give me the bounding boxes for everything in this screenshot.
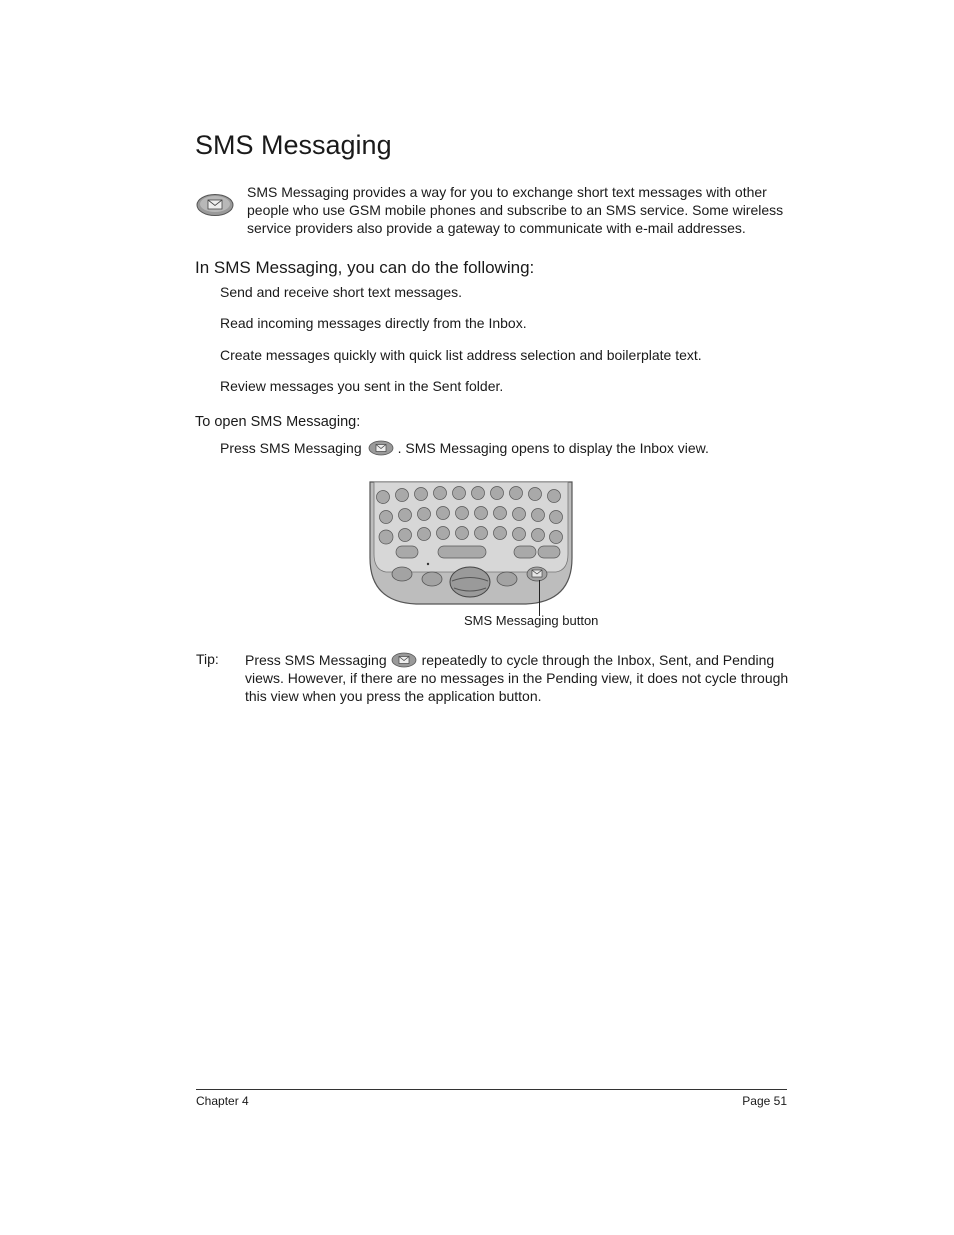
sms-envelope-icon: [196, 193, 234, 217]
open-heading: To open SMS Messaging:: [195, 414, 361, 430]
list-item: Read incoming messages directly from the Inbox.: [220, 315, 527, 331]
page-title: SMS Messaging: [195, 130, 392, 160]
list-item: Send and receive short text messages.: [220, 284, 463, 300]
open-instruction-suffix: . SMS Messaging opens to display the Inbox view.: [397, 440, 709, 456]
list-item: Create messages quickly with quick list address selection and boilerplate text.: [220, 347, 702, 363]
capabilities-heading: In SMS Messaging, you can do the following:: [195, 258, 535, 277]
tip-text: [245, 651, 790, 705]
tip-prefix: Press SMS Messaging: [245, 652, 387, 668]
tip-suffix: repeatedly to cycle through the Inbox, Sent, and Pending views. However, if there are no messages in the Pending view, it does not cycle through this view when you press the application button.: [245, 652, 789, 704]
footer-page-number: Page 51: [742, 1094, 787, 1108]
footer-chapter: Chapter 4: [196, 1094, 249, 1108]
sms-envelope-icon: [391, 652, 417, 668]
open-instruction: [220, 440, 709, 456]
footer-divider: [196, 1089, 787, 1090]
open-instruction-prefix: Press SMS Messaging: [220, 440, 362, 456]
figure-callout-label: SMS Messaging button: [464, 613, 599, 628]
sms-envelope-icon: [368, 440, 394, 456]
callout-line: [539, 580, 540, 616]
tip-label: Tip:: [196, 651, 219, 667]
intro-paragraph: SMS Messaging provides a way for you to exchange short text messages with other people who use GSM mobile phones and subscribe to an SMS service. Some wireless service providers also provide a gateway to communicate with e-mail addresses.: [247, 184, 784, 236]
list-item: Review messages you sent in the Sent folder.: [220, 378, 504, 394]
device-keyboard-illustration: [366, 480, 576, 606]
